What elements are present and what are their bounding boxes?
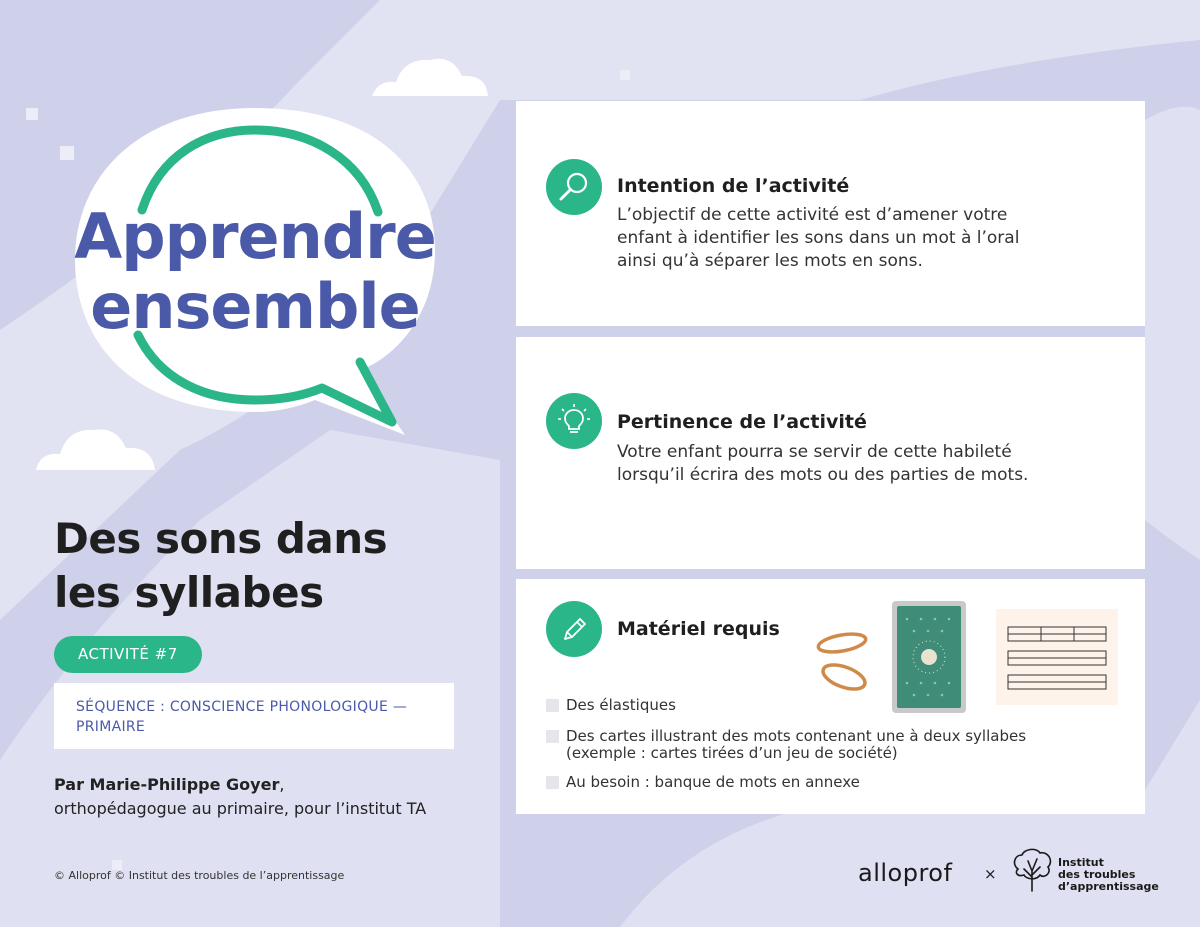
bubble-title-line2: ensemble	[90, 270, 420, 343]
intention-line: ainsi qu’à séparer les mots en sons.	[617, 251, 923, 271]
list-item-text: Des cartes illustrant des mots contenant une à deux syllabes	[566, 727, 1027, 745]
list-item-text: (exemple : cartes tirées d’un jeu de société)	[566, 744, 898, 762]
logo-separator: ×	[984, 865, 997, 883]
intention-panel	[516, 101, 1145, 326]
page-title-line1: Des sons dans	[54, 514, 388, 563]
pertinence-line: lorsqu’il écrira des mots ou des parties de mots.	[617, 465, 1029, 485]
rubber-bands-icon	[814, 627, 874, 697]
checkbox-icon	[546, 776, 559, 789]
list-item	[546, 728, 1136, 762]
intention-text	[617, 204, 1019, 273]
materiel-list	[546, 697, 1136, 803]
bubble-title-line1: Apprendre	[74, 200, 436, 273]
list-item	[546, 697, 1136, 714]
list-item-text: Des élastiques	[566, 696, 676, 714]
activity-badge: ACTIVITÉ #7	[54, 636, 202, 673]
materiel-panel	[516, 579, 1145, 814]
lightbulb-icon	[546, 393, 602, 449]
pertinence-text	[617, 441, 1028, 487]
ita-line: d’apprentissage	[1058, 880, 1159, 893]
pertinence-panel	[516, 337, 1145, 569]
partner-logos	[850, 845, 1170, 905]
pencil-icon	[546, 601, 602, 657]
copyright: © Alloprof © Institut des troubles de l’apprentissage	[54, 869, 345, 882]
materiel-heading: Matériel requis	[617, 618, 780, 640]
intention-heading: Intention de l’activité	[617, 175, 850, 197]
intention-line: enfant à identifier les sons dans un mot à l’oral	[617, 228, 1020, 248]
author-role: orthopédagogue au primaire, pour l’institut TA	[54, 799, 427, 818]
sequence-line1: SÉQUENCE : CONSCIENCE PHONOLOGIQUE —	[76, 699, 408, 715]
alloprof-logo: alloprof	[858, 859, 953, 887]
ita-line: Institut	[1058, 856, 1104, 869]
intention-line: L’objectif de cette activité est d’amener votre	[617, 205, 1008, 225]
author-name: Par Marie-Philippe Goyer	[54, 775, 280, 794]
page-title	[54, 512, 484, 620]
ita-logo-text	[1058, 857, 1159, 893]
ita-line: des troubles	[1058, 868, 1136, 881]
list-item-text: Au besoin : banque de mots en annexe	[566, 773, 860, 791]
author-comma: ,	[279, 775, 285, 794]
pertinence-heading: Pertinence de l’activité	[617, 411, 867, 433]
speech-bubble	[60, 100, 460, 450]
page-title-line2: les syllabes	[54, 568, 324, 617]
tree-brain-icon	[1010, 847, 1054, 895]
sequence-line2: PRIMAIRE	[76, 719, 146, 735]
author-block	[54, 773, 494, 821]
checkbox-icon	[546, 730, 559, 743]
checkbox-icon	[546, 699, 559, 712]
sequence-label	[54, 683, 454, 749]
pertinence-line: Votre enfant pourra se servir de cette habileté	[617, 442, 1012, 462]
word-bank-icon	[996, 609, 1118, 705]
list-item	[546, 774, 1136, 791]
magnifier-icon	[546, 159, 602, 215]
